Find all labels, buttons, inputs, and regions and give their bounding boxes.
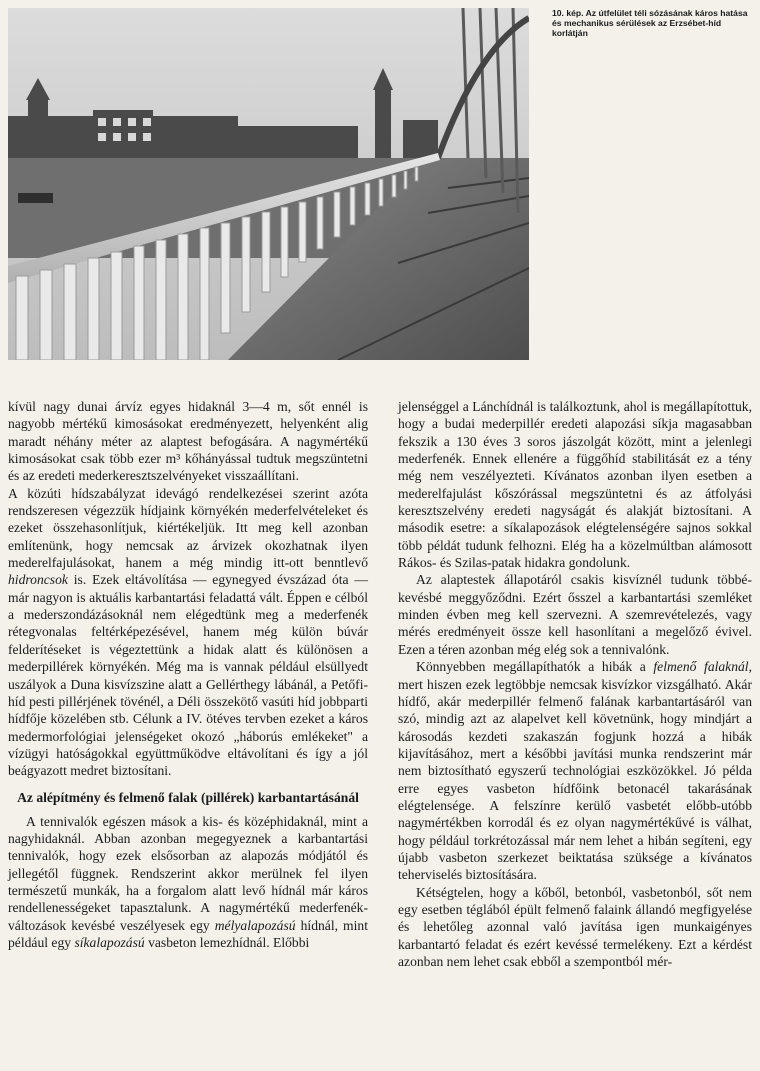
paragraph: Az alaptestek állapotáról csakis kisvíznél tudunk többé-kevésbé meggyőződni. Ezért ősszel a karbantartási szemléket minden évben meg kell szervezni. A szemrevételezés, vagy mérés eredményeit össze kell hasonlítani a megelőző évivel. Ezen a téren azonban még elég sok a tennivalónk.: [398, 572, 752, 657]
paragraph: [8, 813, 368, 952]
paragraph: [398, 658, 752, 883]
section-heading: Az alépítmény és felmenő falak (pillérek) karbantartásánál: [17, 789, 359, 805]
text-run: A közúti hídszabályzat idevágó rendelkezései szerint azóta rendszeresen végezzük hídjaink környékén mederfelvételeket és ezeket összehasonlítjuk, kiértékeljük. Itt meg kell azonban említenünk, hogy nemcsak az árvizek okozhatnak ilyen mederelfajulásokat, hanem a még mindig itt-ott benntlevő: [8, 485, 368, 571]
emphasis-text: felmenő falaknál: [653, 659, 749, 675]
text-run: , mert hiszen ezek legtöbbje nemcsak kisvízkor vizsgálható. Akár hídfő, akár mederpillér felmenő falának karbantartásáról van szó, mindig azt az alapelvet kell követnünk, hogy mindjárt a károsodás kezdeti szakaszán fogjunk hozzá a hibák kijavításához, mert a későbbi javítási munka rendszerint már nem biztosítható egyszerű technológiai eszközökkel. Jó példa erre egyes vasbeton hídfőink betonacél takarásának elégtelensége. A felszínre kerülő vasbetét előbb-utóbb nagymértékben korrodál és ez olyan nagymértékűvé is válhat, hogy például torkrétozással már nem lehet a hibán segíteni, egy újabb vasbeton szerkezet beiktatása szüksége a kívánatos teherviselés biztosítására.: [398, 659, 752, 883]
paragraph: jelenséggel a Lánchídnál is találkoztunk, ahol is megállapítottuk, hogy a budai mederpillér eredeti alapozási síkja magasabban fekszik a 130 éves 3 soros jászolgát között, mint a jelenlegi mederfenék. Ennek ellenére a függőhíd stabilitását ez a tény még nem veszélyezteti. Kívánatos azonban ilyen esetben a mederelfajulást kőszórással megszüntetni és az átfolyási keresztszelvény eredeti nagyságát és alakját biztosítani. A második esetre: a síkalapozások elégtelenségére sajnos sokkal több példát tudunk felhozni. Elég ha a közelmúltban alámosott Rákos- és Szilas-patak hidakra gondolunk.: [398, 399, 752, 571]
text-run: vasbeton lemezhídnál. Előbbi: [144, 934, 310, 950]
text-run: A tennivalók egészen mások a kis- és középhidaknál, mint a nagyhidaknál. Abban azonban megegyeznek a karbantartási tennivalók, hogy ezek elsősorban az alapozás módjától és jellegétől függnek. Rendszerint akkor merülnek fel ilyen természetű munkák, ha a forgalom alatt levő hídnál már káros rendellenességeket tapasztalunk. A nagymértékű mederfenék-változások kevésbé veszélyesek egy: [8, 813, 368, 933]
figure-caption: 10. kép. Az útfelület téli sózásának káros hatása és mechanikus sérülések az Erzsébet-híd korlátján: [552, 8, 748, 38]
text-run: hídnál, mint például egy: [8, 917, 368, 950]
emphasis-text: hidroncsok: [8, 572, 68, 588]
emphasis-text: síkalapozású: [74, 934, 145, 950]
bridge-railing-photo: [8, 8, 529, 360]
left-text-column: [8, 398, 368, 951]
emphasis-text: mélyalapozású: [214, 917, 296, 933]
text-run: Könnyebben megállapíthatók a hibák a: [416, 659, 654, 675]
photo-illustration: [8, 8, 529, 360]
text-run: is. Ezek eltávolítása — egynegyed évszázad óta — már nagyon is aktuális karbantartási feladattá vált. Éppen e célból a mederszondázásoknál nem elégedtünk meg a mederfenék rétegvonalas feltérképezésével, hanem még külön búvár felderítéseket is végeztettünk a hidak alatt és különösen a mederpillérek környékén. Még ma is vannak például elsüllyedt uszályok a Duna kisvízszine alatt a Gellérthegy lábánál, a Petőfi-híd pesti pillérjének tövénél, a Déli összekötő vasúti híd jobbparti hídfője közelében stb. Célunk a IV. ötéves tervben ezeket a káros medermorfológiai jelenségeket okozó „háborús emlékeket" a vízügyi hatóságokkal együttműködve eltávolítani és így a jól beágyazott medret biztosítani.: [8, 572, 368, 779]
right-text-column: [398, 398, 752, 970]
paragraph: kívül nagy dunai árvíz egyes hidaknál 3—4 m, sőt ennél is nagyobb mértékű kimosásokat eredményezett, helyenként alig maradt néhány méter az alaptest befogására. A nagymértékű kimosásokat csak több ezer m³ kőhányással tudtuk megszüntetni és az eredeti mederkeresztszelvényeket visszaállítani.: [8, 399, 368, 484]
paragraph: [8, 485, 368, 780]
paragraph: Kétségtelen, hogy a kőből, betonból, vasbetonból, sőt nem egy esetben téglából épült felmenő falaink állandó megfigyelése és lehetőleg azonnal való javítása igen munkaigényes karbantartó feladat és ezért kevéssé termelékeny. Ezt a kérdést azonban nem lehet csak ebből a szempontból mér-: [398, 884, 752, 969]
